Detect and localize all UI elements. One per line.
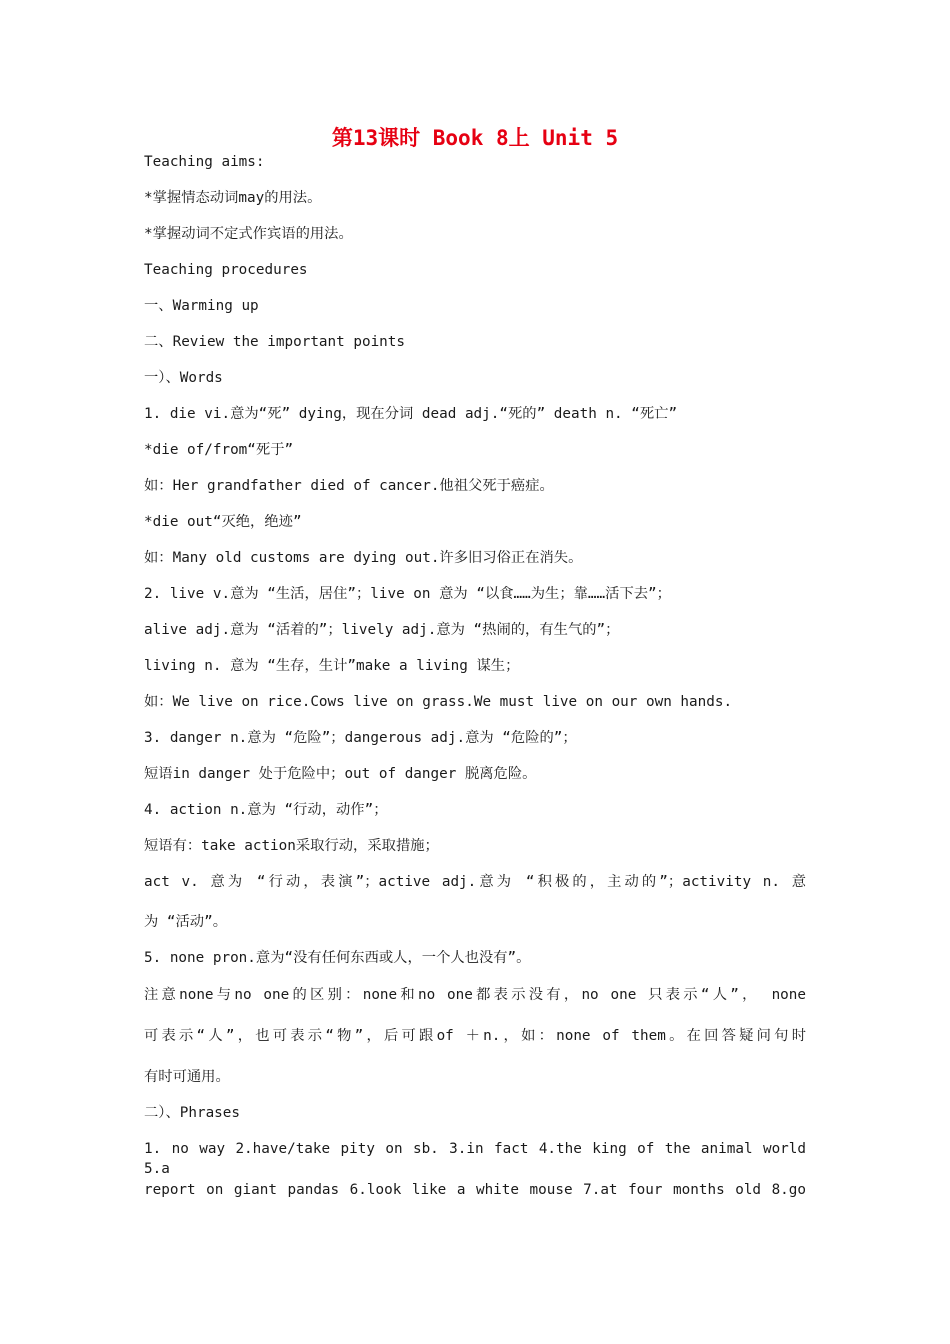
document-title: 第13课时 Book 8上 Unit 5 [331, 126, 619, 150]
text-line: 1. die vi.意为“死” dying，现在分词 dead adj.“死的” death n. “死亡” [144, 406, 678, 422]
text-line: 为 “活动”。 [144, 914, 228, 930]
text-line: 2. live v.意为 “生活，居住”；live on 意为 “以食……为生；靠……活下去”； [144, 586, 671, 602]
text-line: living n. 意为 “生存，生计”make a living 谋生； [144, 658, 520, 674]
text-line: 可表示“人”，也可表示“物”，后可跟of ＋n.，如：none of them。在回答疑问句时 [144, 1028, 806, 1044]
text-line: 一、Warming up [144, 298, 259, 314]
text-line: 短语in danger 处于危险中；out of danger 脱离危险。 [144, 766, 537, 782]
text-line: 注意none与no one的区别：none和no one都表示没有，no one 只表示“人”， none [144, 987, 806, 1003]
text-line: 如：Her grandfather died of cancer.他祖父死于癌症。 [144, 478, 554, 494]
text-line: 二）、Phrases [144, 1105, 240, 1121]
text-line: 如：We live on rice.Cows live on grass.We must live on our own hands. [144, 694, 733, 710]
text-line: 如：Many old customs are dying out.许多旧习俗正在消失。 [144, 550, 583, 566]
text-line: *die of/from“死于” [144, 442, 294, 458]
text-line: 5. none pron.意为“没有任何东西或人，一个人也没有”。 [144, 950, 531, 966]
text-line: *掌握动词不定式作宾语的用法。 [144, 226, 353, 242]
text-line: *掌握情态动词may的用法。 [144, 190, 322, 206]
text-line: 3. danger n.意为 “危险”；dangerous adj.意为 “危险的”； [144, 730, 577, 746]
text-line: 一）、Words [144, 370, 223, 386]
text-line: 4. action n.意为 “行动，动作”； [144, 802, 388, 818]
text-line: alive adj.意为 “活着的”；lively adj.意为 “热闹的，有生气的”； [144, 622, 620, 638]
text-line: act v. 意为 “行动，表演”；active adj.意为 “积极的，主动的”；activity n. 意 [144, 874, 806, 890]
text-line: 短语有：take action采取行动，采取措施； [144, 838, 439, 854]
text-line: Teaching procedures [144, 262, 308, 278]
text-line: 二、Review the important points [144, 334, 405, 350]
text-line: 有时可通用。 [144, 1069, 230, 1085]
text-line: Teaching aims: [144, 154, 265, 170]
text-line: 1. no way 2.have/take pity on sb. 3.in fact 4.the king of the animal world 5.a [144, 1141, 806, 1177]
text-line: *die out“灭绝，绝迹” [144, 514, 302, 530]
text-line: report on giant pandas 6.look like a white mouse 7.at four months old 8.go [144, 1182, 806, 1198]
